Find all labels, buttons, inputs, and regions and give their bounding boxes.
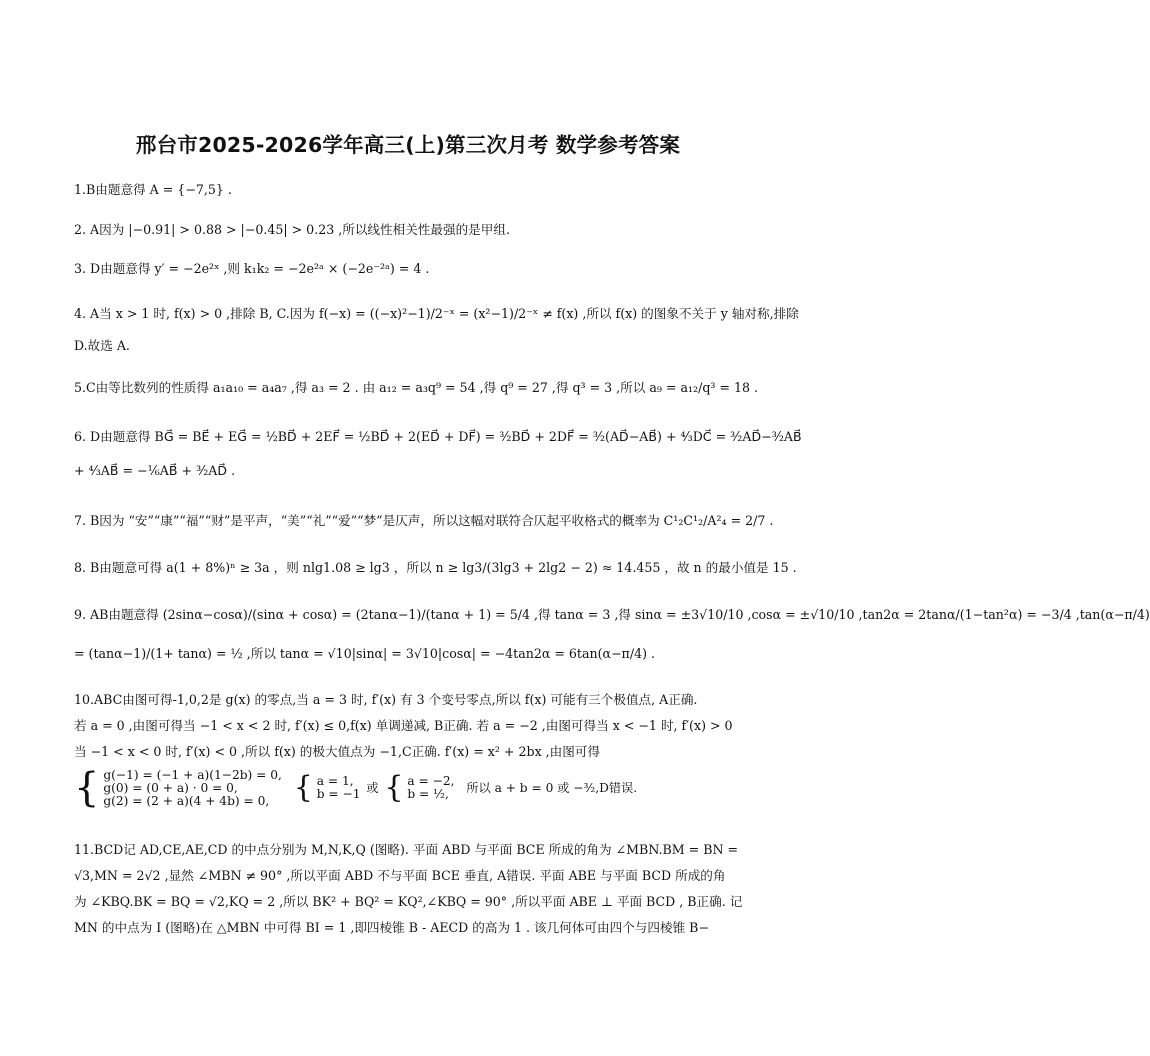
equation-column bbox=[103, 769, 282, 808]
answer-5: 5.C由等比数列的性质得 a₁a₁₀ = a₄a₇ ,得 a₃ = 2 . 由 a₁₂ = a₃q⁹ = 54 ,得 q⁹ = 27 ,得 q³ = 3 ,所以 a₉ = a₁₂/q³ = 18 . bbox=[74, 380, 759, 395]
conclusion-text: 所以 a + b = 0 或 −³⁄₂,D错误. bbox=[466, 780, 638, 795]
answer-3: 3. D由题意得 y′ = −2e²ˣ ,则 k₁k₂ = −2e²ᵃ × (−2e⁻²ᵃ) = 4 . bbox=[74, 261, 430, 276]
equation-system bbox=[74, 765, 638, 811]
answer-11-line-2: √3,MN = 2√2 ,显然 ∠MBN ≠ 90° ,所以平面 ABD 不与平面 BCE 垂直, A错误. 平面 ABE 与平面 BCD 所成的角 bbox=[74, 868, 726, 883]
equation-row: g(2) = (2 + a)(4 + 4b) = 0, bbox=[103, 793, 270, 808]
answer-4-continued: D.故选 A. bbox=[74, 338, 130, 353]
or-label: 或 bbox=[366, 780, 379, 795]
solution-1 bbox=[317, 775, 361, 801]
answer-11-line-3: 为 ∠KBQ.BK = BQ = √2,KQ = 2 ,所以 BK² + BQ² = KQ²,∠KBQ = 90° ,所以平面 ABE ⊥ 平面 BCD , B正确. 记 bbox=[74, 894, 743, 909]
left-brace: { bbox=[293, 770, 313, 805]
answer-4: 4. A当 x > 1 时, f(x) > 0 ,排除 B, C.因为 f(−x) = ((−x)²−1)/2⁻ˣ = (x²−1)/2⁻ˣ ≠ f(x) ,所以 f(x) 的图象不关于 y 轴对称,排除 bbox=[74, 306, 799, 321]
answer-6: 6. D由题意得 BG⃗ = BE⃗ + EG⃗ = ½BD⃗ + 2EF⃗ = ½BD⃗ + 2(ED⃗ + DF⃗) = ³⁄₂BD⃗ + 2DF⃗ = ³⁄₂(AD⃗−AB⃗) + ⁴⁄₃DC⃗ = ³⁄₂AD⃗−³⁄₂AB⃗ bbox=[74, 429, 802, 444]
answer-10: 10.ABC由图可得-1,0,2是 g(x) 的零点,当 a = 3 时, f′(x) 有 3 个变号零点,所以 f(x) 可能有三个极值点, A正确. bbox=[74, 692, 698, 707]
answer-11: 11.BCD记 AD,CE,AE,CD 的中点分别为 M,N,K,Q (图略). 平面 ABD 与平面 BCE 所成的角为 ∠MBN.BM = BN = bbox=[74, 842, 739, 857]
equation-row: g(0) = (0 + a) · 0 = 0, bbox=[103, 780, 238, 795]
left-brace: { bbox=[74, 765, 100, 811]
solution-row: a = 1, bbox=[316, 774, 354, 788]
equation-row: g(−1) = (−1 + a)(1−2b) = 0, bbox=[103, 767, 282, 782]
answer-2: 2. A因为 |−0.91| > 0.88 > |−0.45| > 0.23 ,所以线性相关性最强的是甲组. bbox=[74, 222, 510, 237]
left-brace: { bbox=[384, 770, 404, 805]
answer-7: 7. B因为 “安”“康”“福”“财”是平声，“美”“礼”“爱”“梦”是仄声，所以这幅对联符合仄起平收格式的概率为 C¹₂C¹₂/A²₄ = 2/7 . bbox=[74, 513, 774, 528]
answer-8: 8. B由题意可得 a(1 + 8%)ⁿ ≥ 3a ，则 nlg1.08 ≥ lg3 ，所以 n ≥ lg3/(3lg3 + 2lg2 − 2) ≈ 14.455 ，故 n 的最小值是 15 . bbox=[74, 560, 797, 575]
solution-row: b = −1 bbox=[316, 787, 361, 801]
answer-10-line-2: 若 a = 0 ,由图可得当 −1 < x < 2 时, f′(x) ≤ 0,f(x) 单调递减, B正确. 若 a = −2 ,由图可得当 x < −1 时, f′(x) > 0 bbox=[74, 718, 733, 733]
solution-row: b = ½, bbox=[407, 787, 449, 801]
solution-row: a = −2, bbox=[407, 774, 455, 788]
answer-10-line-3: 当 −1 < x < 0 时, f′(x) < 0 ,所以 f(x) 的极大值点为 −1,C正确. f′(x) = x² + 2bx ,由图可得 bbox=[74, 744, 601, 759]
answer-11-line-4: MN 的中点为 I (图略)在 △MBN 中可得 BI = 1 ,即四棱锥 B - AECD 的高为 1 . 该几何体可由四个与四棱锥 B− bbox=[74, 920, 709, 935]
solution-2 bbox=[407, 775, 454, 801]
page-title: 邢台市2025-2026学年高三(上)第三次月考 数学参考答案 bbox=[135, 133, 681, 157]
answer-6-continued: + ⁴⁄₃AB⃗ = −⅙AB⃗ + ³⁄₂AD⃗ . bbox=[74, 463, 236, 478]
answer-9: 9. AB由题意得 (2sinα−cosα)/(sinα + cosα) = (2tanα−1)/(tanα + 1) = 5/4 ,得 tanα = 3 ,得 sinα = ±3√10/10 ,cosα = ±√10/10 ,tan2α = 2tanα/(1−tan²α) = −3/4 ,tan(α−π/4) bbox=[74, 607, 1150, 622]
answer-9-continued: = (tanα−1)/(1+ tanα) = ½ ,所以 tanα = √10|sinα| = 3√10|cosα| = −4tan2α = 6tan(α−π/4) . bbox=[74, 646, 656, 661]
answer-1: 1.B由题意得 A = {−7,5} . bbox=[74, 182, 232, 197]
